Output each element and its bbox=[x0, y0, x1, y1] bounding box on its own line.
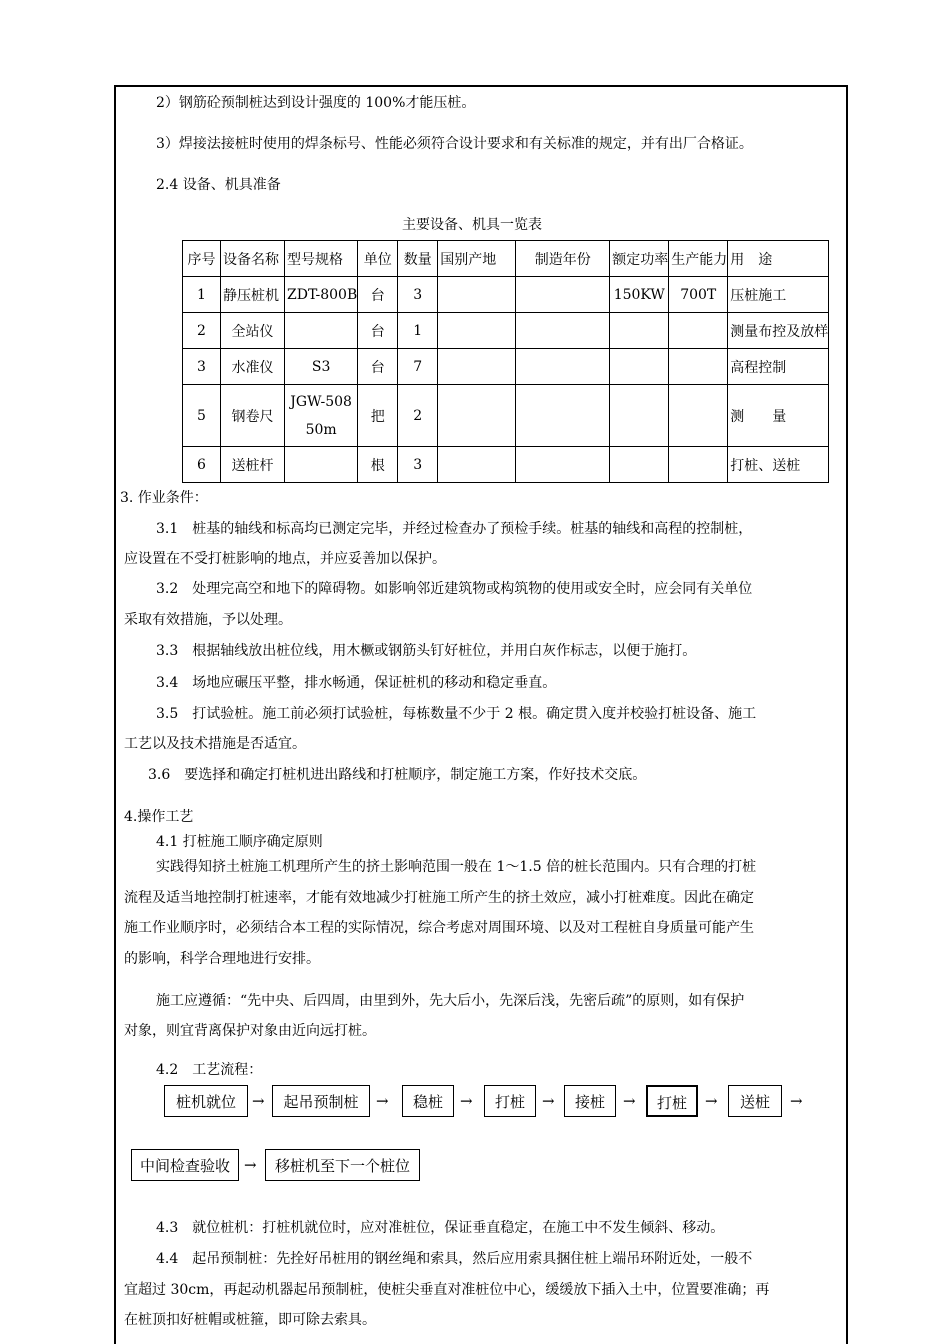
text-line: 施工应遵循：“先中央、后四周，由里到外，先大后小，先深后浅，先密后疏”的原则，如有保护 bbox=[156, 993, 745, 1009]
table-cell bbox=[669, 447, 728, 483]
flow-step-rig-positioning: 桩机就位 bbox=[164, 1085, 248, 1117]
flow-step-lift-pile: 起吊预制桩 bbox=[272, 1085, 370, 1117]
table-cell: 1 bbox=[398, 313, 438, 349]
table-cell bbox=[285, 385, 358, 447]
table-cell bbox=[285, 313, 358, 349]
section-heading: 2.4 设备、机具准备 bbox=[156, 177, 281, 193]
table-cell bbox=[438, 313, 516, 349]
equipment-table bbox=[182, 240, 829, 483]
text-line: 3.4 场地应碾压平整，排水畅通，保证桩机的移动和稳定垂直。 bbox=[156, 675, 557, 691]
flow-arrow: → bbox=[460, 1092, 473, 1110]
table-cell: 700T bbox=[669, 277, 728, 313]
table-row bbox=[183, 313, 829, 349]
table-cell: 台 bbox=[358, 349, 398, 385]
table-cell: 5 bbox=[183, 385, 221, 447]
table-title: 主要设备、机具一览表 bbox=[402, 217, 542, 233]
text-line: 采取有效措施，予以处理。 bbox=[124, 612, 292, 628]
table-cell: 水准仪 bbox=[221, 349, 285, 385]
table-cell bbox=[610, 385, 669, 447]
text-line: 2）钢筋砼预制桩达到设计强度的 100%才能压桩。 bbox=[156, 95, 476, 111]
table-cell: 压桩施工 bbox=[728, 277, 829, 313]
flow-arrow: → bbox=[623, 1092, 636, 1110]
header-cell: 数量 bbox=[398, 241, 438, 277]
table-cell bbox=[669, 313, 728, 349]
table-cell: 1 bbox=[183, 277, 221, 313]
spec-line: 50m bbox=[305, 421, 337, 438]
table-cell: 3 bbox=[398, 447, 438, 483]
flow-step-inspection: 中间检查验收 bbox=[131, 1149, 239, 1181]
header-cell: 设备名称 bbox=[221, 241, 285, 277]
table-cell bbox=[438, 385, 516, 447]
text-line: 3）焊接法接桩时使用的焊条标号、性能必须符合设计要求和有关标准的规定，并有出厂合格证。 bbox=[156, 136, 753, 152]
flow-step-drive-2: 打桩 bbox=[646, 1085, 698, 1117]
table-cell: 2 bbox=[398, 385, 438, 447]
header-cell: 生产能力 bbox=[669, 241, 728, 277]
flow-arrow: → bbox=[705, 1092, 718, 1110]
table-cell: 高程控制 bbox=[728, 349, 829, 385]
table-cell: 钢卷尺 bbox=[221, 385, 285, 447]
flow-step-splice: 接桩 bbox=[564, 1085, 616, 1117]
flow-step-stabilize: 稳桩 bbox=[402, 1085, 454, 1117]
flow-arrow: → bbox=[376, 1092, 389, 1110]
text-line: 宜超过 30cm，再起动机器起吊预制桩，使桩尖垂直对准桩位中心，缓缓放下插入土中，位置要准确；再 bbox=[124, 1282, 770, 1298]
flow-arrow: → bbox=[252, 1092, 265, 1110]
header-cell: 用 途 bbox=[728, 241, 829, 277]
text-line: 施工作业顺序时，必须结合本工程的实际情况，综合考虑对周围环境、以及对工程桩自身质量可能产生 bbox=[124, 920, 754, 936]
table-cell bbox=[516, 349, 610, 385]
text-line: 3.1 桩基的轴线和标高均已测定完毕，并经过检查办了预检手续。桩基的轴线和高程的控制桩， bbox=[156, 521, 753, 537]
text-line: 3.5 打试验桩。施工前必须打试验桩，每栋数量不少于 2 根。确定贯入度并校验打桩设备、施工 bbox=[156, 706, 757, 722]
table-cell: 根 bbox=[358, 447, 398, 483]
text-line: 3.3 根据轴线放出桩位线，用木橛或钢筋头钉好桩位，并用白灰作标志，以便于施打。 bbox=[156, 643, 697, 659]
table-cell: 3 bbox=[398, 277, 438, 313]
table-cell bbox=[516, 385, 610, 447]
table-cell bbox=[669, 385, 728, 447]
table-cell: 测 量 bbox=[728, 385, 829, 447]
table-cell: 测量布控及放样 bbox=[728, 313, 829, 349]
table-cell bbox=[516, 313, 610, 349]
table-cell: 全站仪 bbox=[221, 313, 285, 349]
table-cell: 150KW bbox=[610, 277, 669, 313]
flow-arrow: → bbox=[790, 1092, 803, 1110]
spec-line: JGW-508 bbox=[290, 393, 352, 410]
table-cell: 静压桩机 bbox=[221, 277, 285, 313]
flow-arrow: → bbox=[542, 1092, 555, 1110]
table-cell: 打桩、送桩 bbox=[728, 447, 829, 483]
flow-step-move-rig: 移桩机至下一个桩位 bbox=[265, 1149, 420, 1181]
flow-arrow: → bbox=[244, 1156, 257, 1174]
table-cell: 把 bbox=[358, 385, 398, 447]
table-cell bbox=[669, 349, 728, 385]
section-heading: 4.2 工艺流程： bbox=[156, 1062, 263, 1078]
table-row bbox=[183, 447, 829, 483]
table-cell: 3 bbox=[183, 349, 221, 385]
table-cell bbox=[516, 277, 610, 313]
table-cell bbox=[285, 447, 358, 483]
text-line: 实践得知挤土桩施工机理所产生的挤土影响范围一般在 1～1.5 倍的桩长范围内。只有合理的打桩 bbox=[156, 859, 757, 875]
table-cell bbox=[438, 349, 516, 385]
section-heading: 4.操作工艺 bbox=[124, 809, 194, 825]
table-cell bbox=[438, 447, 516, 483]
text-line: 工艺以及技术措施是否适宜。 bbox=[124, 736, 306, 752]
header-cell: 额定功率 bbox=[610, 241, 669, 277]
flow-step-follow: 送桩 bbox=[728, 1085, 782, 1117]
table-row bbox=[183, 349, 829, 385]
table-cell bbox=[516, 447, 610, 483]
flow-step-drive: 打桩 bbox=[484, 1085, 536, 1117]
table-cell: 2 bbox=[183, 313, 221, 349]
text-line: 的影响，科学合理地进行安排。 bbox=[124, 951, 320, 967]
text-line: 应设置在不受打桩影响的地点，并应妥善加以保护。 bbox=[124, 551, 446, 567]
header-cell: 型号规格 bbox=[285, 241, 358, 277]
section-heading: 3. 作业条件： bbox=[120, 490, 208, 506]
table-cell: S3 bbox=[285, 349, 358, 385]
table-cell: 6 bbox=[183, 447, 221, 483]
header-cell: 单位 bbox=[358, 241, 398, 277]
table-cell bbox=[610, 447, 669, 483]
table-header-row bbox=[183, 241, 829, 277]
table-cell: ZDT-800B bbox=[285, 277, 358, 313]
table-cell bbox=[610, 349, 669, 385]
table-cell bbox=[610, 313, 669, 349]
header-cell: 序号 bbox=[183, 241, 221, 277]
table-row bbox=[183, 385, 829, 447]
table-cell: 7 bbox=[398, 349, 438, 385]
text-line: 4.3 就位桩机：打桩机就位时，应对准桩位，保证垂直稳定，在施工中不发生倾斜、移动。 bbox=[156, 1220, 725, 1236]
text-line: 4.4 起吊预制桩：先拴好吊桩用的钢丝绳和索具，然后应用索具捆住桩上端吊环附近处，一般不 bbox=[156, 1251, 753, 1267]
text-line: 3.2 处理完高空和地下的障碍物。如影响邻近建筑物或构筑物的使用或安全时，应会同有关单位 bbox=[156, 581, 753, 597]
section-heading: 4.1 打桩施工顺序确定原则 bbox=[156, 834, 323, 850]
table-row bbox=[183, 277, 829, 313]
table-cell bbox=[438, 277, 516, 313]
table-cell: 台 bbox=[358, 313, 398, 349]
table-cell: 台 bbox=[358, 277, 398, 313]
text-line: 在桩顶扣好桩帽或桩箍，即可除去索具。 bbox=[124, 1312, 376, 1328]
header-cell: 制造年份 bbox=[516, 241, 610, 277]
text-line: 流程及适当地控制打桩速率，才能有效地减少打桩施工所产生的挤土效应，减小打桩难度。因此在确定 bbox=[124, 890, 754, 906]
text-line: 对象，则宜背离保护对象由近向远打桩。 bbox=[124, 1023, 376, 1039]
header-cell: 国别产地 bbox=[438, 241, 516, 277]
table-cell: 送桩杆 bbox=[221, 447, 285, 483]
text-line: 3.6 要选择和确定打桩机进出路线和打桩顺序，制定施工方案，作好技术交底。 bbox=[148, 767, 647, 783]
